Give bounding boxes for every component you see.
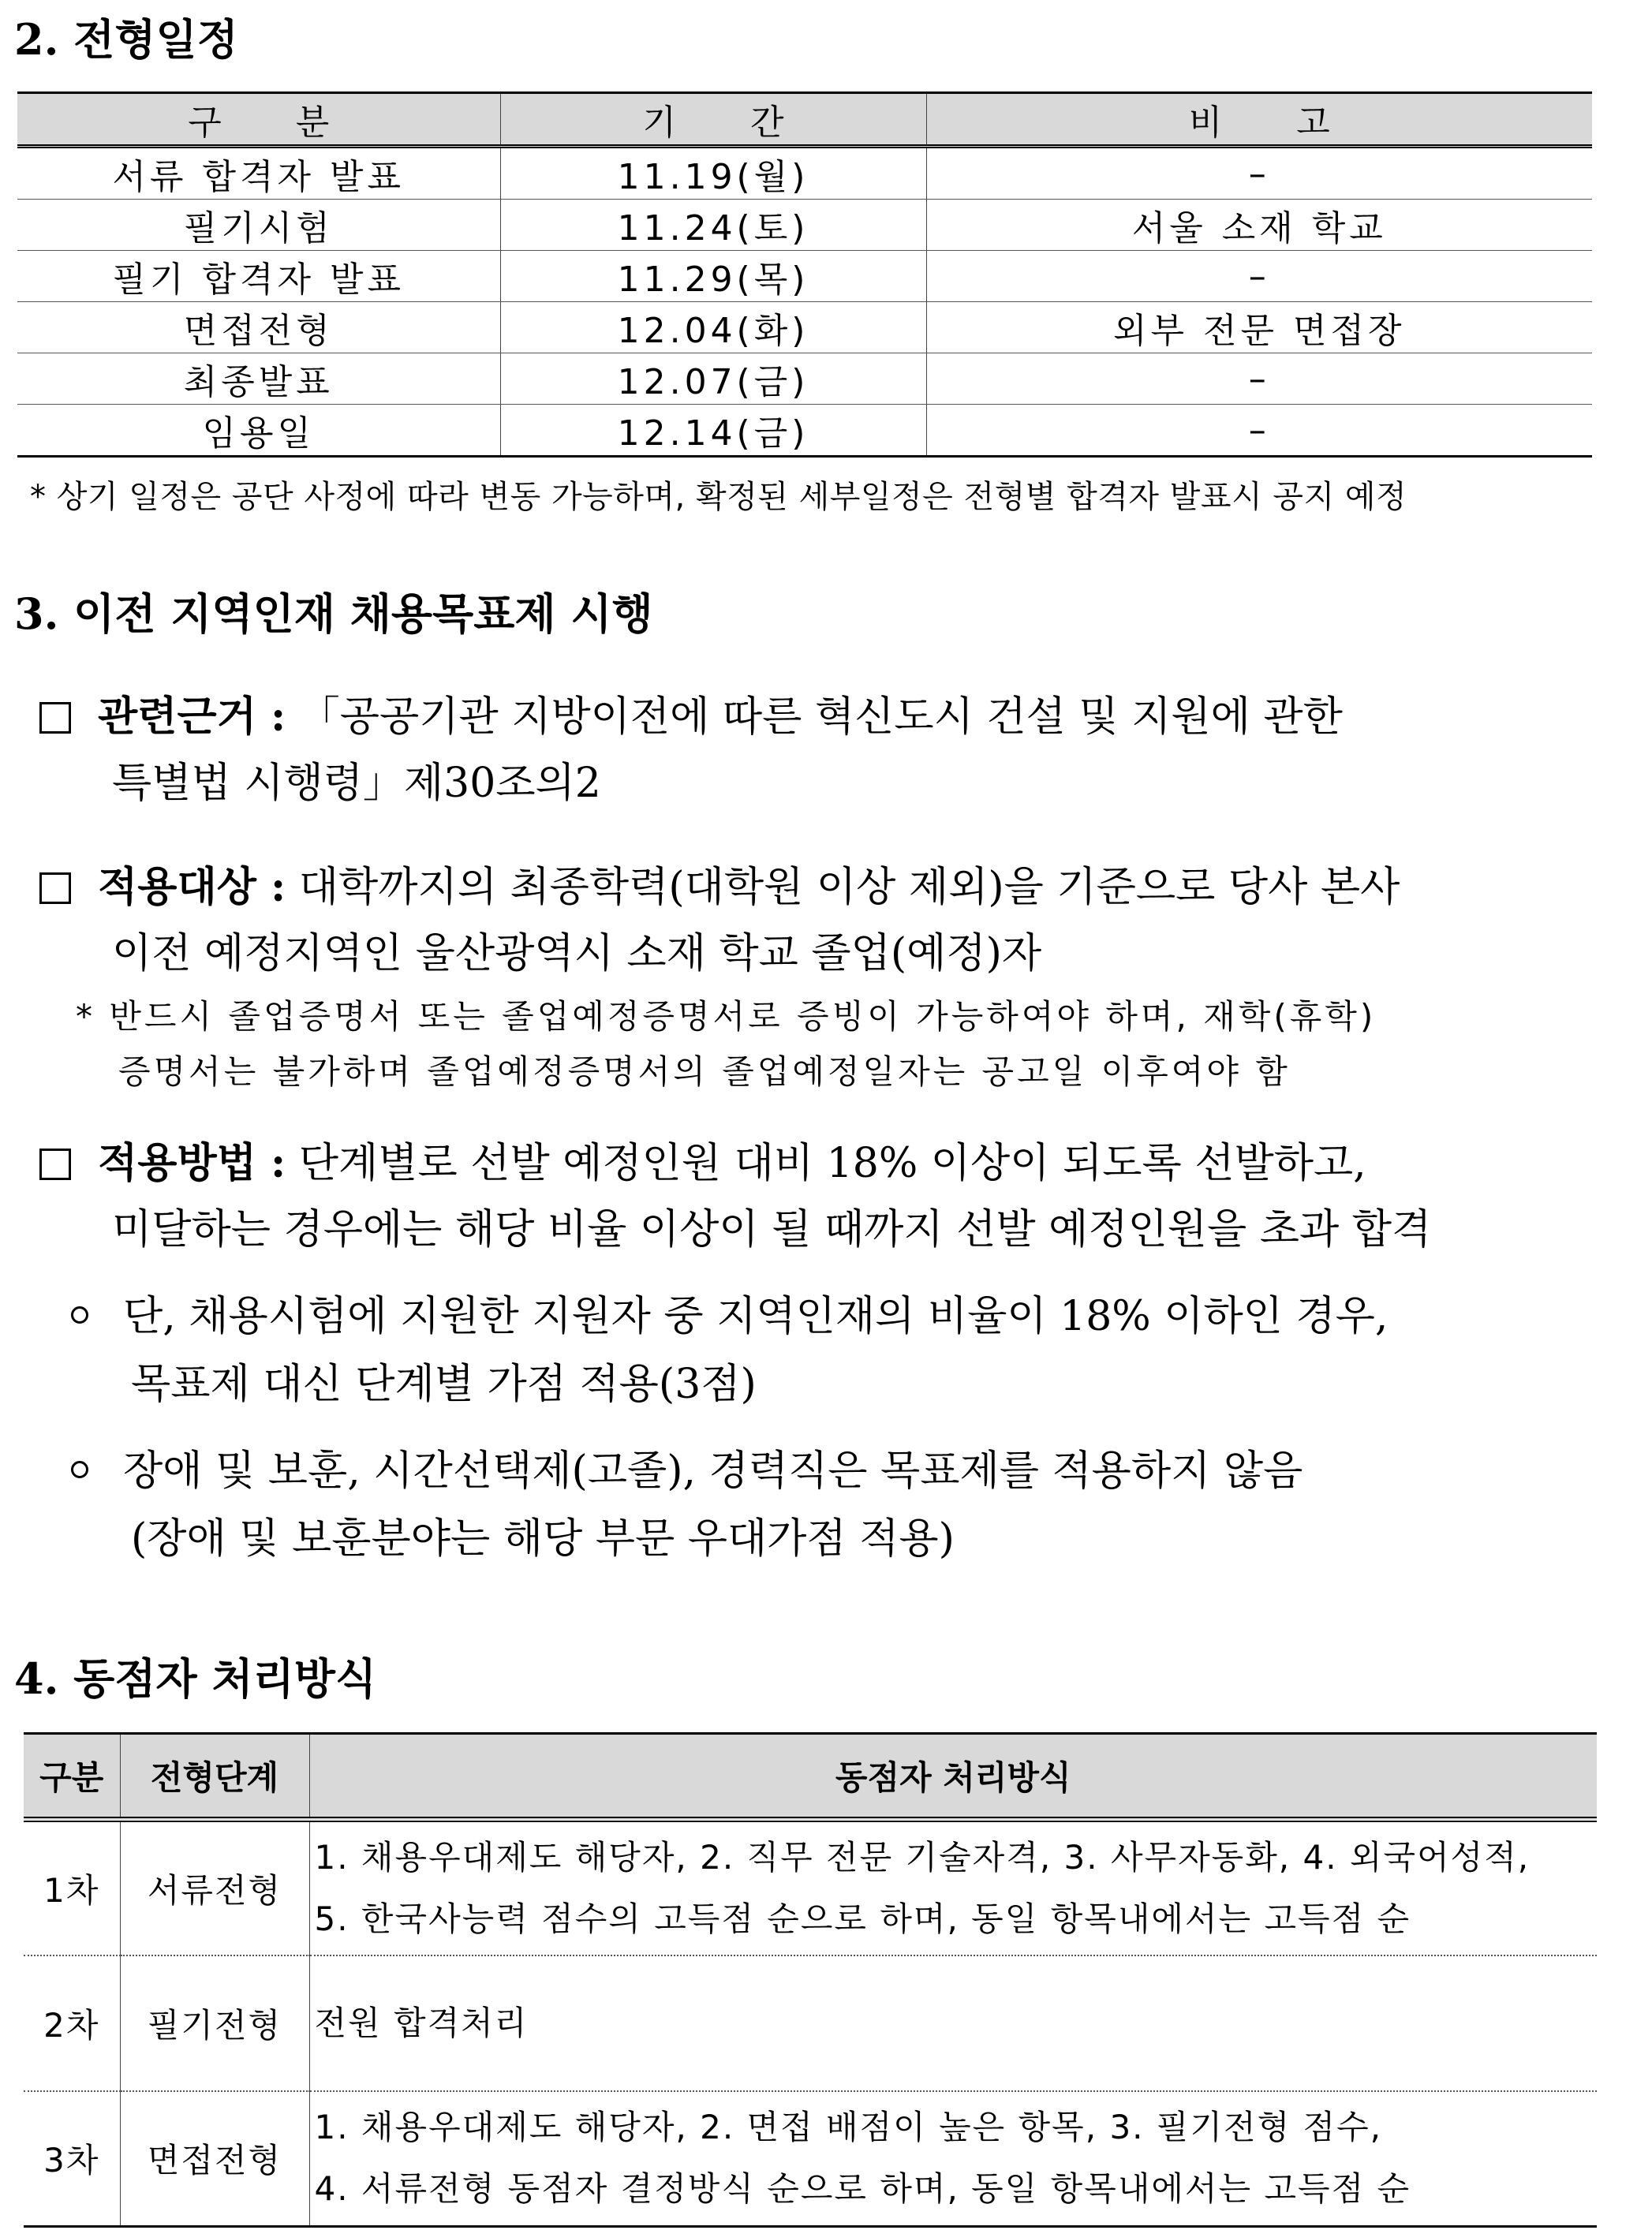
schedule-cell: 서류 합격자 발표 <box>17 147 500 200</box>
tie-method-line2: 4. 서류전형 동점자 결정방식 순으로 하며, 동일 항목내에서는 고득점 순 <box>314 2169 1411 2209</box>
schedule-cell: – <box>926 147 1592 200</box>
table-row <box>24 2091 1597 2227</box>
schedule-table <box>17 92 1592 458</box>
schedule-cell: 필기 합격자 발표 <box>17 251 500 302</box>
schedule-cell: 최종발표 <box>17 353 500 405</box>
table-row <box>24 1955 1597 2091</box>
schedule-cell: 면접전형 <box>17 302 500 353</box>
schedule-header-remark: 비 고 <box>926 93 1592 147</box>
basis-text-line2: 특별법 시행령」제30조의2 <box>112 760 601 807</box>
schedule-cell: 11.29(목) <box>500 251 926 302</box>
schedule-header-period: 기 간 <box>500 93 926 147</box>
tie-stage: 1차 <box>24 1820 120 1955</box>
target-note-line1: * 반드시 졸업증명서 또는 졸업예정증명서로 증빙이 가능하여야 하며, 재학(휴학) <box>76 997 1377 1036</box>
tie-stage-name: 필기전형 <box>120 1955 309 2091</box>
table-row <box>17 251 1592 302</box>
schedule-cell: 외부 전문 면접장 <box>926 302 1592 353</box>
schedule-header-category: 구 분 <box>17 93 500 147</box>
schedule-cell: 서울 소재 학교 <box>926 200 1592 251</box>
schedule-cell: 11.24(토) <box>500 200 926 251</box>
schedule-cell: – <box>926 405 1592 457</box>
checkbox-square-icon <box>39 872 71 904</box>
tie-header-name: 전형단계 <box>120 1734 309 1820</box>
schedule-cell: 임용일 <box>17 405 500 457</box>
tie-table <box>24 1732 1597 2228</box>
method-bullet2-line1 <box>71 1437 1303 1496</box>
tie-method-line1: 1. 채용우대제도 해당자, 2. 직무 전문 기술자격, 3. 사무자동화, 4. 외국어성적, <box>314 1837 1531 1877</box>
tie-stage: 2차 <box>24 1955 120 2091</box>
schedule-header-row <box>17 93 1592 147</box>
method-bullet1-line1 <box>71 1283 1388 1342</box>
table-row <box>17 302 1592 353</box>
section4-title: 4. 동점자 처리방식 <box>14 1653 377 1704</box>
schedule-note: * 상기 일정은 공단 사정에 따라 변동 가능하며, 확정된 세부일정은 전형별 합격자 발표시 공지 예정 <box>30 479 1407 515</box>
basis-text-line1: 「공공기관 지방이전에 따른 혁신도시 건설 및 지원에 관한 <box>298 693 1343 741</box>
checkbox-square-icon <box>39 1149 71 1180</box>
schedule-cell: 12.04(화) <box>500 302 926 353</box>
target-text-line1: 대학까지의 최종학력(대학원 이상 제외)을 기준으로 당사 본사 <box>298 864 1400 911</box>
schedule-cell: – <box>926 353 1592 405</box>
tie-header-row <box>24 1734 1597 1820</box>
table-row <box>24 1820 1597 1955</box>
table-row <box>17 405 1592 457</box>
schedule-cell: 11.19(월) <box>500 147 926 200</box>
tie-method-line1: 1. 채용우대제도 해당자, 2. 면접 배점이 높은 항목, 3. 필기전형 점수, <box>314 2108 1383 2147</box>
tie-stage-name: 서류전형 <box>120 1820 309 1955</box>
basis-label: 관련근거 : <box>98 693 286 741</box>
method-bullet2-text2: (장애 및 보훈분야는 해당 부문 우대가점 적용) <box>131 1515 955 1563</box>
tie-header-method: 동점자 처리방식 <box>309 1734 1597 1820</box>
target-line1 <box>39 854 1400 913</box>
table-row <box>17 353 1592 405</box>
checkbox-square-icon <box>39 702 71 734</box>
tie-header-stage: 구분 <box>24 1734 120 1820</box>
tie-method-cell <box>309 1820 1597 1955</box>
target-note-line2: 증명서는 불가하며 졸업예정증명서의 졸업예정일자는 공고일 이후여야 함 <box>118 1052 1291 1091</box>
section2-title: 2. 전형일정 <box>14 14 238 65</box>
table-row <box>17 200 1592 251</box>
method-line1 <box>39 1130 1366 1189</box>
tie-stage-name: 면접전형 <box>120 2091 309 2227</box>
tie-method-cell <box>309 2091 1597 2227</box>
schedule-cell: 12.14(금) <box>500 405 926 457</box>
method-label: 적용방법 : <box>98 1139 286 1187</box>
method-text-line1: 단계별로 선발 예정인원 대비 18% 이상이 되도록 선발하고, <box>298 1140 1366 1187</box>
tie-stage: 3차 <box>24 2091 120 2227</box>
schedule-cell: 12.07(금) <box>500 353 926 405</box>
circle-bullet-icon <box>71 1461 88 1478</box>
tie-method-line2: 5. 한국사능력 점수의 고득점 순으로 하며, 동일 항목내에서는 고득점 순 <box>314 1899 1411 1938</box>
target-label: 적용대상 : <box>98 863 286 911</box>
schedule-cell: 필기시험 <box>17 200 500 251</box>
method-text-line2: 미달하는 경우에는 해당 비율 이상이 될 때까지 선발 예정인원을 초과 합격 <box>112 1206 1432 1253</box>
target-text-line2: 이전 예정지역인 울산광역시 소재 학교 졸업(예정)자 <box>112 930 1042 977</box>
section3-title: 3. 이전 지역인재 채용목표제 시행 <box>14 588 653 639</box>
tie-method-line1: 전원 합격처리 <box>314 2003 529 2042</box>
schedule-cell: – <box>926 251 1592 302</box>
basis-line1 <box>39 683 1343 742</box>
method-bullet1-text2: 목표제 대신 단계별 가점 적용(3점) <box>131 1361 757 1408</box>
circle-bullet-icon <box>71 1306 88 1324</box>
method-bullet1-text1: 단, 채용시험에 지원한 지원자 중 지역인재의 비율이 18% 이하인 경우, <box>123 1293 1389 1340</box>
table-row <box>17 147 1592 200</box>
method-bullet2-text1: 장애 및 보훈, 시간선택제(고졸), 경력직은 목표제를 적용하지 않음 <box>123 1447 1303 1495</box>
tie-method-cell <box>309 1955 1597 2091</box>
